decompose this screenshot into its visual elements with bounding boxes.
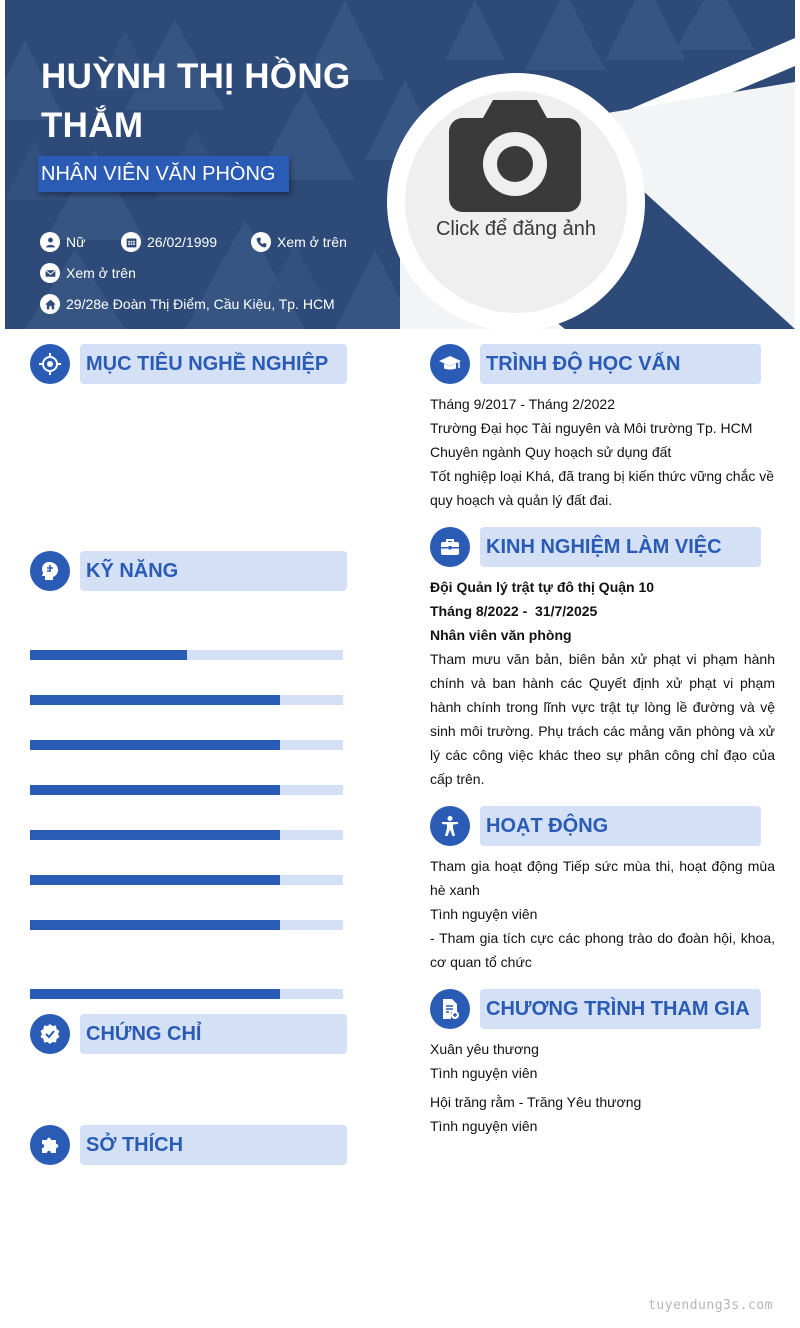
gender-text: Nữ [66, 234, 86, 250]
phone-info[interactable] [251, 232, 347, 252]
experience-role: Nhân viên văn phòng [430, 627, 572, 643]
program-role: Tình nguyện viên [430, 1118, 538, 1134]
experience-company: Đội Quản lý trật tự đô thị Quận 10 [430, 579, 655, 595]
mail-icon [40, 263, 60, 283]
skill-level-fill [30, 785, 280, 795]
skill-level-bar [30, 920, 343, 930]
birthday-info[interactable] [121, 232, 217, 252]
birthday-text: 26/02/1999 [147, 234, 218, 250]
experience-content [430, 575, 775, 791]
section-title-activities[interactable]: HOẠT ĐỘNG [480, 806, 761, 846]
phone-icon [251, 232, 271, 252]
briefcase-icon [430, 527, 470, 567]
camera-icon[interactable] [449, 96, 581, 212]
program-name: Xuân yêu thương [430, 1041, 539, 1057]
activities-line-2: Tình nguyện viên [430, 906, 538, 922]
target-icon [30, 344, 70, 384]
watermark: tuyendung3s.com [648, 1298, 773, 1313]
education-major: Chuyên ngành Quy hoạch sử dụng đất [430, 444, 672, 460]
user-icon [40, 232, 60, 252]
email-info[interactable] [40, 263, 136, 283]
program-item [430, 1090, 775, 1138]
section-title-certificates[interactable]: CHỨNG CHỈ [80, 1014, 347, 1054]
brain-head-icon [30, 551, 70, 591]
home-icon [40, 294, 60, 314]
skill-level-fill [30, 875, 280, 885]
experience-period: Tháng 8/2022 - 31/7/2025 [430, 603, 598, 619]
document-plus-icon [430, 989, 470, 1029]
skill-level-fill [30, 989, 280, 999]
activities-line-1: Tham gia hoạt động Tiếp sức mùa thi, hoạt động mùa hè xanh [430, 858, 775, 898]
job-position[interactable]: NHÂN VIÊN VĂN PHÒNG [38, 156, 289, 192]
address-info[interactable] [40, 294, 335, 314]
skill-level-bar [30, 830, 343, 840]
email-text: Xem ở trên [66, 265, 136, 281]
section-title-programs[interactable]: CHƯƠNG TRÌNH THAM GIA [480, 989, 761, 1029]
skill-level-fill [30, 695, 280, 705]
skill-level-bar [30, 989, 343, 999]
calendar-icon [121, 232, 141, 252]
skill-level-bar [30, 785, 343, 795]
section-title-experience[interactable]: KINH NGHIỆM LÀM VIỆC [480, 527, 761, 567]
graduation-cap-icon [430, 344, 470, 384]
education-school: Trường Đại học Tài nguyên và Môi trường Tp. HCM [430, 420, 753, 436]
skill-level-bar [30, 740, 343, 750]
section-title-skills[interactable]: KỸ NĂNG [80, 551, 347, 591]
phone-text: Xem ở trên [277, 234, 347, 250]
skill-level-bar [30, 650, 343, 660]
skill-level-fill [30, 830, 280, 840]
skill-level-bar [30, 695, 343, 705]
programs-content [430, 1037, 775, 1138]
section-title-education[interactable]: TRÌNH ĐỘ HỌC VẤN [480, 344, 761, 384]
section-title-hobbies[interactable]: SỞ THÍCH [80, 1125, 347, 1165]
person-icon [430, 806, 470, 846]
activities-content [430, 854, 775, 974]
skill-level-fill [30, 740, 280, 750]
experience-description: Tham mưu văn bản, biên bản xử phạt vi phạm hành chính và ban hành các Quyết định xử phạt vi phạm hành chính trong lĩnh vực trật tự lòng lề đường và vệ sinh môi trường. Phụ trách các mảng văn phòng và xử lý các công việc khác theo sự phân công chỉ đạo của cấp trên. [430, 651, 775, 787]
badge-check-icon [30, 1014, 70, 1054]
education-content [430, 392, 775, 512]
candidate-name[interactable]: HUỲNH THỊ HỒNG THẮM [41, 57, 351, 145]
activities-line-3: - Tham gia tích cực các phong trào do đoàn hội, khoa, cơ quan tổ chức [430, 930, 775, 970]
section-title-objective[interactable]: MỤC TIÊU NGHỀ NGHIỆP [80, 344, 347, 384]
address-text: 29/28e Đoàn Thị Điểm, Cầu Kiệu, Tp. HCM [66, 296, 335, 312]
skill-level-fill [30, 650, 187, 660]
program-item [430, 1037, 775, 1085]
program-name: Hội trăng rằm - Trăng Yêu thương [430, 1094, 642, 1110]
cv-header [5, 0, 795, 329]
skill-level-bar [30, 875, 343, 885]
education-description: Tốt nghiệp loại Khá, đã trang bị kiến thức vững chắc về quy hoạch và quản lý đất đai. [430, 468, 775, 508]
skill-level-fill [30, 920, 280, 930]
program-role: Tình nguyện viên [430, 1065, 538, 1081]
photo-upload-label[interactable]: Click để đăng ảnh [435, 218, 597, 240]
education-period: Tháng 9/2017 - Tháng 2/2022 [430, 396, 616, 412]
puzzle-icon [30, 1125, 70, 1165]
gender-info[interactable] [40, 232, 85, 252]
